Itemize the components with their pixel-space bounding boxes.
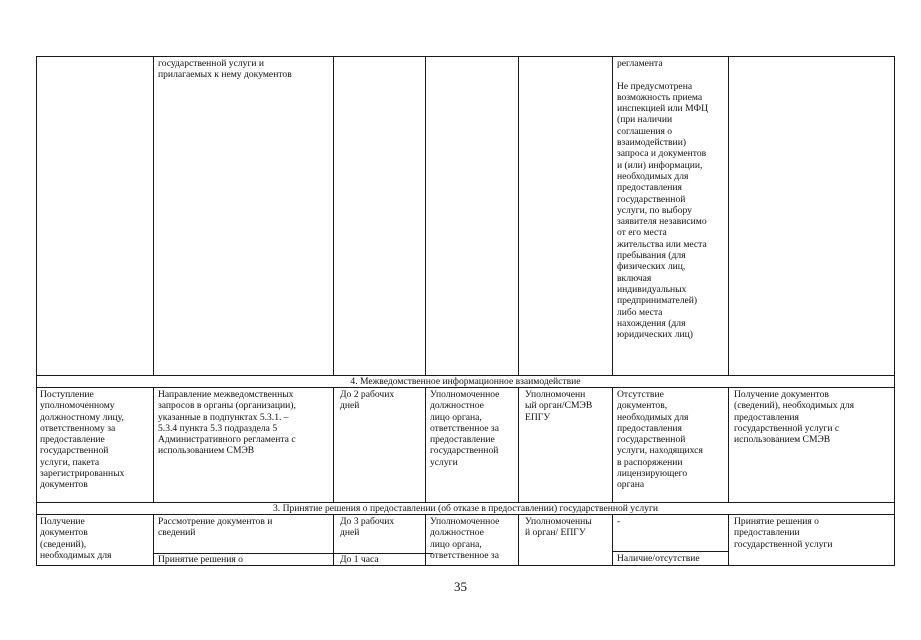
section3-criteria-cell-a: - [617, 516, 621, 527]
section4-title: 4. Межведомственное информационное взаимодействие [350, 376, 581, 387]
col-border-5 [612, 56, 613, 375]
col-border-left [36, 514, 37, 565]
col-border-3 [425, 387, 426, 502]
section3-basis-cell: Получение документов (сведений), необходимых для [40, 516, 112, 561]
section4-term-cell: До 2 рабочих дней [340, 389, 395, 412]
col-border-1 [153, 56, 154, 375]
section4-content-cell: Направление межведомственных запросов в органы (организации), указанные в подпунктах 5.3.1. – 5.3.4 пункта 5.3 подраздела 5 Административного регламента с использованием СМЭВ [158, 389, 296, 457]
section4-basis-cell: Поступление уполномоченному должностному лицу, ответственному за предоставление государственной услуги, пакета зарегистрированных документов [40, 389, 125, 491]
section4-title-bottom-border [36, 387, 895, 388]
continued-conditions-text: регламента Не предусмотрена возможность приема инспекцией или МФЦ (при наличии соглашения о взаимодействии) запроса и документов и (или) информации, необходимых для предоставления государственной услуги, по выбору заявителя независимо от его места жительства или места пребывания (для физических лиц, включая индивидуальных предпринимателей) либо места нахождения (для юридических лиц) [617, 58, 709, 341]
section3-criteria-cell-b: Наличие/отсутствие [617, 553, 700, 564]
page-number: 35 [454, 579, 467, 594]
section4-title-right-border [894, 375, 895, 387]
table-top-border [36, 56, 895, 57]
section3-title-bottom-border [36, 514, 895, 515]
col-border-3 [425, 514, 426, 565]
section3-content-cell-b: Принятие решения о [158, 554, 243, 565]
section3-result-cell: Принятие решения о предоставлении государственной услуги [734, 516, 833, 550]
col-border-left [36, 387, 37, 502]
col-border-2 [333, 387, 334, 502]
col-border-4 [518, 514, 519, 565]
col-border-4 [518, 56, 519, 375]
section3-term-cell-a: До 3 рабочих дней [340, 516, 395, 539]
section3-content-cell-a: Рассмотрение документов и сведений [158, 516, 273, 539]
section3-term-cell-b: До 1 часа [340, 554, 379, 565]
col-border-right [894, 387, 895, 502]
section3-official-cell: Уполномоченное должностное лицо органа, ответственное за [430, 516, 500, 561]
col-border-4 [518, 387, 519, 502]
section3-place-cell: Уполномоченны й орган/ ЕПГУ [525, 516, 592, 539]
col-border-right [894, 514, 895, 565]
continued-procedure-text: государственной услуги и прилагаемых к нему документов [158, 58, 292, 81]
section4-result-cell: Получение документов (сведений), необходимых для предоставления государственной услуги с использованием СМЭВ [734, 389, 855, 446]
section3-title-right-border [894, 502, 895, 514]
col-border-2 [333, 514, 334, 565]
col-border-6 [728, 514, 729, 565]
col-border-1 [153, 514, 154, 565]
col-border-2 [333, 56, 334, 375]
section4-criteria-cell: Отсутствие документов, необходимых для предоставления государственной услуги, находящихся в распоряжении лицензирующего органа [617, 389, 703, 491]
col-border-5 [612, 514, 613, 565]
col-border-6 [728, 387, 729, 502]
col-border-5 [612, 387, 613, 502]
section3-title: 3. Принятие решения о предоставлении (об отказе в предоставлении) государственной услуги [272, 503, 659, 514]
col-border-6 [728, 56, 729, 375]
section4-official-cell: Уполномоченное должностное лицо органа, ответственное за предоставление государственной услуги [430, 389, 500, 468]
section4-place-cell: Уполномоченн ый орган/СМЭВ ЕПГУ [525, 389, 593, 423]
col-border-3 [425, 56, 426, 375]
col-border-1 [153, 387, 154, 502]
section3-criteria-row-border [612, 551, 728, 552]
col-border-right [894, 56, 895, 375]
table-bottom-border [36, 565, 895, 566]
col-border-left [36, 56, 37, 375]
